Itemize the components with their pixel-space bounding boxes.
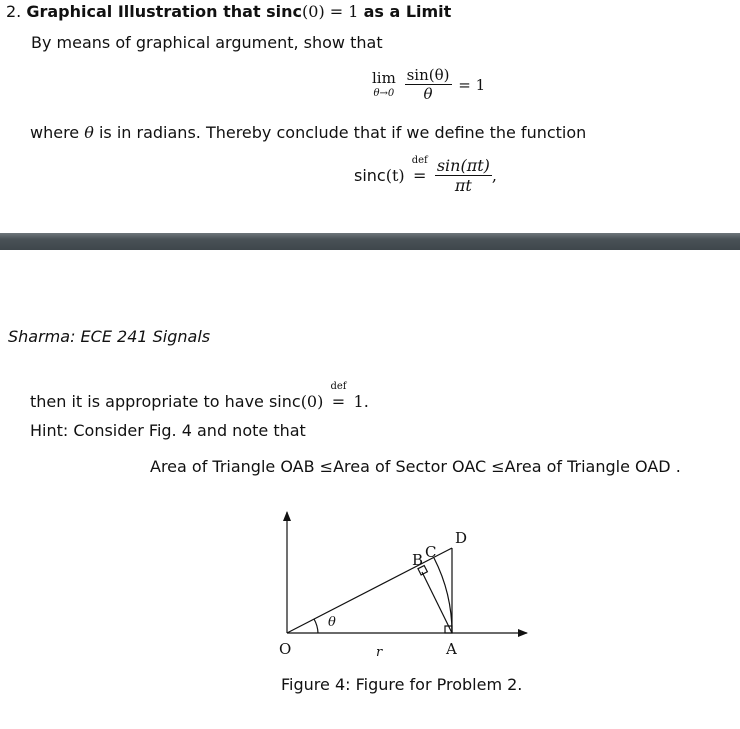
problem-title-arg: (0) = 1 — [302, 2, 359, 21]
problem-number: 2. — [6, 2, 22, 21]
running-header: Sharma: ECE 241 Signals — [8, 327, 211, 346]
label-theta: θ — [328, 615, 336, 630]
problem-title-suffix: as a Limit — [363, 2, 452, 21]
continuation-arg: (0) — [300, 392, 324, 411]
continuation-value: 1. — [353, 392, 369, 411]
limit-operator — [372, 68, 396, 99]
figure-caption: Figure 4: Figure for Problem 2. — [281, 675, 523, 694]
label-r: r — [376, 645, 383, 660]
sinc-fraction — [435, 156, 492, 195]
limit-subscript: θ→0 — [373, 87, 395, 99]
def-label: def — [411, 155, 428, 166]
leq-symbol-1: ≤ — [319, 457, 334, 476]
right-angle-mark-b — [418, 566, 427, 575]
label-c: C — [425, 543, 437, 561]
sinc-trailing-comma: , — [491, 166, 497, 185]
radians-pre: where — [30, 123, 80, 142]
label-b: B — [412, 551, 424, 569]
continuation-def-equals — [328, 381, 348, 411]
sinc-denominator: πt — [454, 176, 472, 195]
continuation-text: then it is appropriate to have sinc — [30, 392, 301, 411]
radians-sentence — [30, 123, 586, 142]
sinc-lhs: sinc — [354, 166, 386, 185]
hint-text: Hint: Consider Fig. 4 and note that — [30, 421, 306, 440]
limit-denominator: θ — [423, 85, 433, 103]
problem-title-prefix: Graphical Illustration that sinc — [26, 2, 303, 21]
area-triangle-oad: Area of Triangle OAD — [504, 457, 671, 476]
limit-fraction — [405, 66, 452, 103]
label-o: O — [279, 640, 292, 658]
radians-var: θ — [84, 123, 94, 142]
area-sector-oac: Area of Sector OAC — [333, 457, 487, 476]
segment-ab — [422, 572, 452, 633]
def-equals-sign: = — [413, 166, 427, 185]
limit-equation — [372, 66, 485, 103]
inequality-period: . — [675, 457, 681, 476]
sinc-arg: (t) — [385, 166, 405, 185]
problem-intro: By means of graphical argument, show that — [31, 33, 383, 52]
limit-word: lim — [372, 68, 396, 87]
label-a: A — [446, 640, 457, 658]
area-inequality — [150, 457, 681, 476]
problem-heading — [6, 2, 451, 21]
sinc-definition — [354, 156, 497, 195]
continuation-def-label: def — [330, 381, 347, 392]
def-equals — [410, 155, 430, 185]
area-triangle-oab: Area of Triangle OAB — [150, 457, 315, 476]
continuation-equals-sign: = — [331, 392, 346, 411]
page-divider — [0, 233, 740, 250]
angle-arc — [314, 619, 318, 633]
leq-symbol-2: ≤ — [491, 457, 505, 476]
limit-numerator: sin(θ) — [406, 66, 450, 84]
sinc-numerator: sin(πt) — [436, 156, 490, 175]
arc-ac — [434, 558, 452, 633]
right-angle-mark-a — [445, 626, 452, 633]
label-d: D — [455, 529, 468, 547]
limit-rhs: = 1 — [458, 75, 486, 94]
radians-post: is in radians. Thereby conclude that if we define the function — [98, 123, 587, 142]
ray-od — [287, 548, 452, 633]
continuation-line — [30, 381, 369, 411]
